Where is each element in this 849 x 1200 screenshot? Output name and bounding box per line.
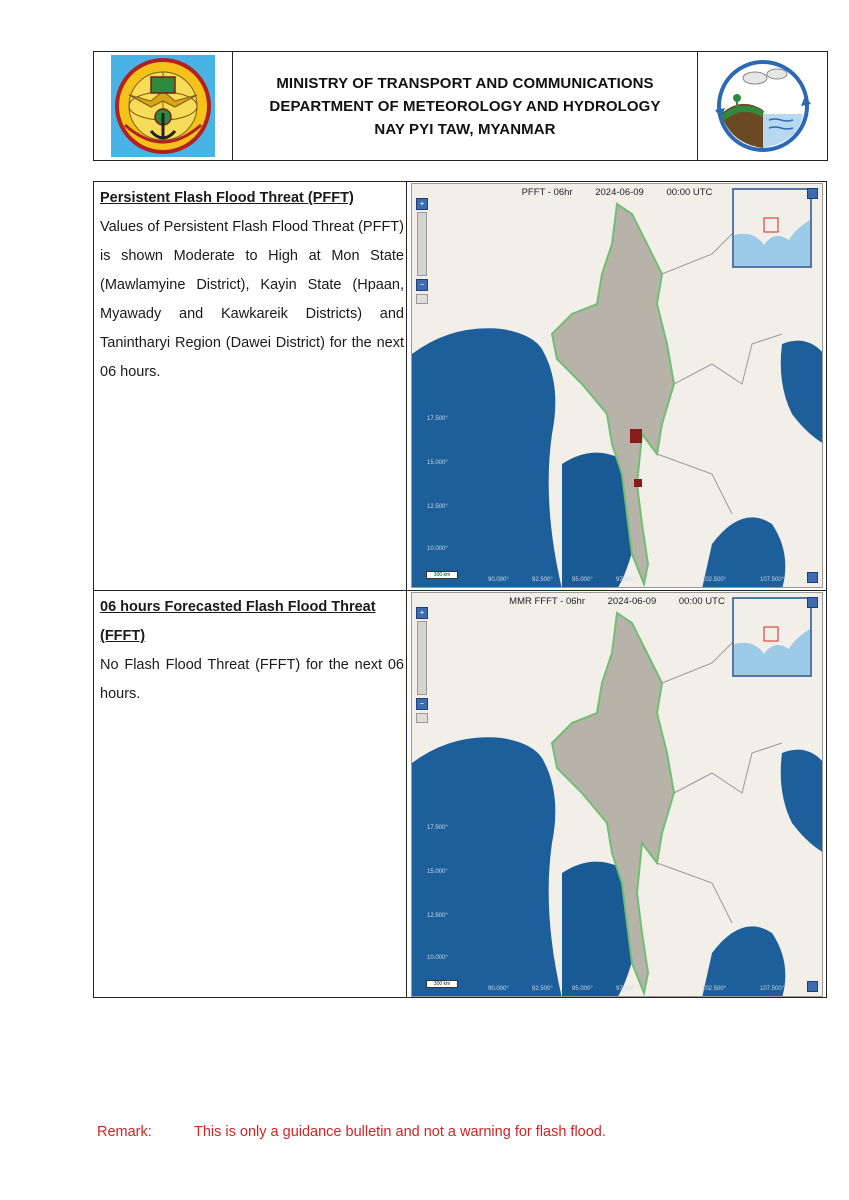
zoom-out-button[interactable]: − [416, 279, 428, 291]
remark-label: Remark: [97, 1124, 152, 1140]
lat-tick: 10.000° [427, 955, 448, 961]
lon-tick: 95.000° [572, 986, 593, 992]
dmh-logo-cell [697, 52, 827, 160]
lon-tick: 95.000° [572, 577, 593, 583]
lon-tick: 97.500° [616, 986, 637, 992]
scale-bar: 300 km [426, 980, 458, 988]
remark-text: This is only a guidance bulletin and not a warning for flash flood. [194, 1124, 606, 1140]
letterhead [93, 51, 828, 161]
ministry-emblem-icon [111, 55, 215, 157]
lat-tick: 10.000° [427, 546, 448, 552]
attribution-button[interactable] [807, 572, 818, 583]
lat-tick: 12.500° [427, 504, 448, 510]
lon-tick: 102.500° [702, 986, 727, 992]
lon-tick: 90.000° [488, 577, 509, 583]
overview-toggle-button[interactable] [807, 597, 818, 608]
zoom-slider[interactable] [417, 621, 427, 695]
map-date: 2024-06-09 [595, 187, 644, 198]
ministry-name: MINISTRY OF TRANSPORT AND COMMUNICATIONS [276, 74, 654, 92]
lon-tick: 97.500° [616, 577, 637, 583]
remark [97, 1124, 606, 1140]
threat-area-mon-kayin [630, 429, 642, 443]
pfft-map [411, 183, 823, 588]
overview-map[interactable] [732, 188, 812, 268]
lat-tick: 15.000° [427, 869, 448, 875]
lat-tick: 17.500° [427, 825, 448, 831]
lon-tick: 102.500° [702, 577, 727, 583]
section-body: No Flash Flood Threat (FFFT) for the next 06 hours. [100, 657, 404, 702]
overview-map-graphic [734, 190, 810, 266]
lon-tick: 107.500° [760, 986, 785, 992]
ffft-map-cell [407, 591, 826, 997]
pfft-description-cell [94, 182, 407, 590]
lat-tick: 12.500° [427, 913, 448, 919]
lon-tick: 90.000° [488, 986, 509, 992]
map-product: PFFT - 06hr [521, 187, 573, 198]
attribution-button[interactable] [807, 981, 818, 992]
overview-map-graphic [734, 599, 810, 675]
section-body: Values of Persistent Flash Flood Threat (PFFT) is shown Moderate to High at Mon State (Mawlamyine District), Kayin State (Hpaan, Myawady and Kawkareik Districts) and Tanintharyi Region (Dawei District) for the next 06 hours. [100, 219, 404, 380]
ffft-map [411, 592, 823, 997]
bulletin-table [93, 181, 827, 998]
lon-tick: 107.500° [760, 577, 785, 583]
scale-bar: 300 km [426, 571, 458, 579]
hydrological-cycle-icon [711, 56, 815, 156]
layer-toggle-button[interactable] [416, 294, 428, 304]
map-time: 00:00 UTC [678, 596, 725, 607]
section-heading: Persistent Flash Flood Threat (PFFT) [100, 190, 354, 206]
section-heading: 06 hours Forecasted Flash Flood Threat (FFFT) [100, 599, 376, 644]
letterhead-title [233, 52, 697, 160]
layer-toggle-button[interactable] [416, 713, 428, 723]
location: NAY PYI TAW, MYANMAR [374, 120, 556, 138]
lat-tick: 17.500° [427, 416, 448, 422]
lon-tick: 92.500° [532, 986, 553, 992]
zoom-in-button[interactable]: + [416, 198, 428, 210]
pfft-map-cell [407, 182, 826, 590]
department-name: DEPARTMENT OF METEOROLOGY AND HYDROLOGY [269, 97, 661, 115]
map-date: 2024-06-09 [607, 596, 657, 607]
zoom-in-button[interactable]: + [416, 607, 428, 619]
pfft-row [94, 182, 826, 591]
overview-toggle-button[interactable] [807, 188, 818, 199]
lon-tick: 92.500° [532, 577, 553, 583]
map-time: 00:00 UTC [666, 187, 713, 198]
overview-map[interactable] [732, 597, 812, 677]
map-product: MMR FFFT - 06hr [509, 596, 585, 607]
ministry-logo-cell [94, 52, 233, 160]
ffft-description-cell [94, 591, 407, 997]
ffft-row [94, 591, 826, 997]
lat-tick: 15.000° [427, 460, 448, 466]
zoom-out-button[interactable]: − [416, 698, 428, 710]
threat-area-dawei [634, 479, 642, 487]
zoom-slider[interactable] [417, 212, 427, 276]
